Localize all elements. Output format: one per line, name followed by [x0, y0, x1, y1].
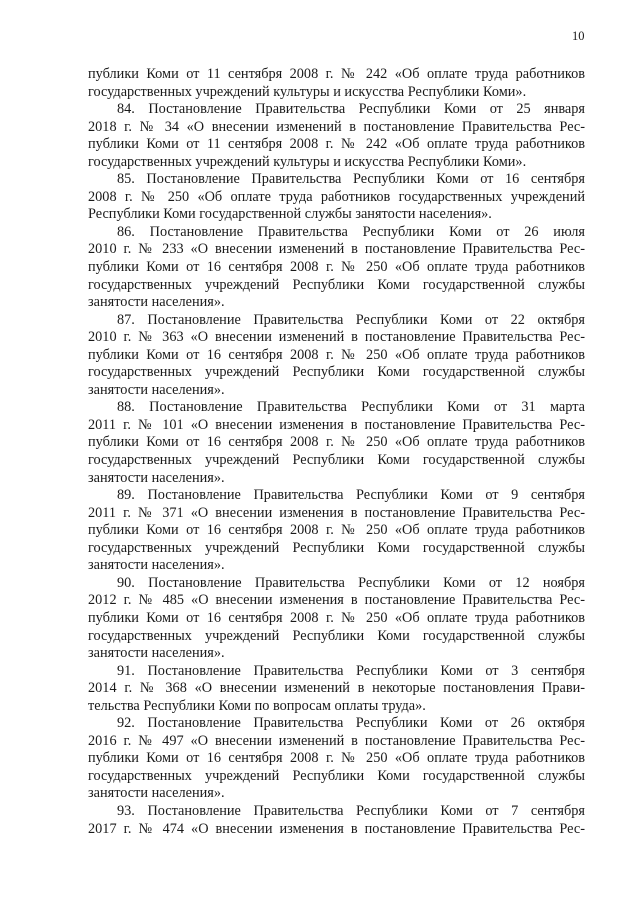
- text-line: государственных учреждений Республики Коми государственной службы: [88, 539, 585, 556]
- paragraph-continuation: [88, 66, 585, 101]
- text-line: государственных учреждений культуры и искусства Республики Коми».: [88, 153, 527, 170]
- text-line: 2012 г. № 485 «О внесении изменения в постановление Правительства Рес-: [88, 592, 585, 609]
- text-line: 91. Постановление Правительства Республики Коми от 3 сентября: [117, 662, 585, 679]
- text-line: государственных учреждений Республики Коми государственной службы: [88, 364, 585, 381]
- text-line: публики Коми от 11 сентября 2008 г. № 242 «Об оплате труда работников: [88, 136, 585, 153]
- text-line: государственных учреждений Республики Коми государственной службы: [88, 767, 585, 784]
- text-line: занятости населения».: [88, 294, 225, 311]
- list-item-91: [88, 663, 585, 716]
- text-line: занятости населения».: [88, 557, 225, 574]
- document-body: [88, 66, 585, 838]
- text-line: Республики Коми государственной службы занятости населения».: [88, 206, 492, 223]
- list-item-92: [88, 715, 585, 803]
- text-line: 85. Постановление Правительства Республики Коми от 16 сентября: [117, 171, 585, 188]
- text-line: тельства Республики Коми по вопросам оплаты труда».: [88, 697, 426, 714]
- text-line: 2010 г. № 363 «О внесении изменений в постановление Правительства Рес-: [88, 329, 585, 346]
- text-line: 2011 г. № 101 «О внесении изменения в постановление Правительства Рес-: [88, 416, 585, 433]
- text-line: 93. Постановление Правительства Республики Коми от 7 сентября: [117, 802, 585, 819]
- text-line: 90. Постановление Правительства Республики Коми от 12 ноября: [117, 574, 585, 591]
- text-line: публики Коми от 16 сентября 2008 г. № 250 «Об оплате труда работников: [88, 522, 585, 539]
- text-line: 87. Постановление Правительства Республики Коми от 22 октября: [117, 311, 585, 328]
- text-line: государственных учреждений Республики Коми государственной службы: [88, 452, 585, 469]
- text-line: занятости населения».: [88, 469, 225, 486]
- text-line: 2011 г. № 371 «О внесении изменения в постановление Правительства Рес-: [88, 504, 585, 521]
- page-number: 10: [572, 29, 585, 43]
- text-line: государственных учреждений Республики Коми государственной службы: [88, 276, 585, 293]
- text-line: публики Коми от 16 сентября 2008 г. № 250 «Об оплате труда работников: [88, 750, 585, 767]
- text-line: занятости населения».: [88, 785, 225, 802]
- text-line: 92. Постановление Правительства Республики Коми от 26 октября: [117, 715, 585, 732]
- text-line: публики Коми от 11 сентября 2008 г. № 242 «Об оплате труда работников: [88, 66, 585, 82]
- text-line: занятости населения».: [88, 645, 225, 662]
- list-item-93: [88, 803, 585, 838]
- list-item-90: [88, 575, 585, 663]
- text-line: публики Коми от 16 сентября 2008 г. № 250 «Об оплате труда работников: [88, 346, 585, 363]
- text-line: публики Коми от 16 сентября 2008 г. № 250 «Об оплате труда работников: [88, 259, 585, 276]
- text-line: 2018 г. № 34 «О внесении изменений в постановление Правительства Рес-: [88, 118, 585, 135]
- text-line: 2008 г. № 250 «Об оплате труда работников государственных учреждений: [88, 188, 585, 205]
- text-line: 2010 г. № 233 «О внесении изменений в постановление Правительства Рес-: [88, 241, 585, 258]
- text-line: публики Коми от 16 сентября 2008 г. № 250 «Об оплате труда работников: [88, 434, 585, 451]
- text-line: 2014 г. № 368 «О внесении изменений в некоторые постановления Прави-: [88, 680, 585, 697]
- text-line: 86. Постановление Правительства Республики Коми от 26 июля: [117, 223, 585, 240]
- text-line: 2017 г. № 474 «О внесении изменения в постановление Правительства Рес-: [88, 820, 585, 837]
- text-line: государственных учреждений Республики Коми государственной службы: [88, 627, 585, 644]
- list-item-88: [88, 399, 585, 487]
- text-line: занятости населения».: [88, 381, 225, 398]
- text-line: публики Коми от 16 сентября 2008 г. № 250 «Об оплате труда работников: [88, 609, 585, 626]
- text-line: 89. Постановление Правительства Республики Коми от 9 сентября: [117, 487, 585, 504]
- text-line: 84. Постановление Правительства Республики Коми от 25 января: [117, 101, 585, 118]
- text-line: 2016 г. № 497 «О внесении изменений в постановление Правительства Рес-: [88, 732, 585, 749]
- text-line: 88. Постановление Правительства Республики Коми от 31 марта: [117, 399, 585, 416]
- list-item-86: [88, 224, 585, 312]
- list-item-84: [88, 101, 585, 171]
- list-item-87: [88, 312, 585, 400]
- list-item-89: [88, 487, 585, 575]
- list-item-85: [88, 171, 585, 224]
- text-line: государственных учреждений культуры и искусства Республики Коми».: [88, 83, 527, 100]
